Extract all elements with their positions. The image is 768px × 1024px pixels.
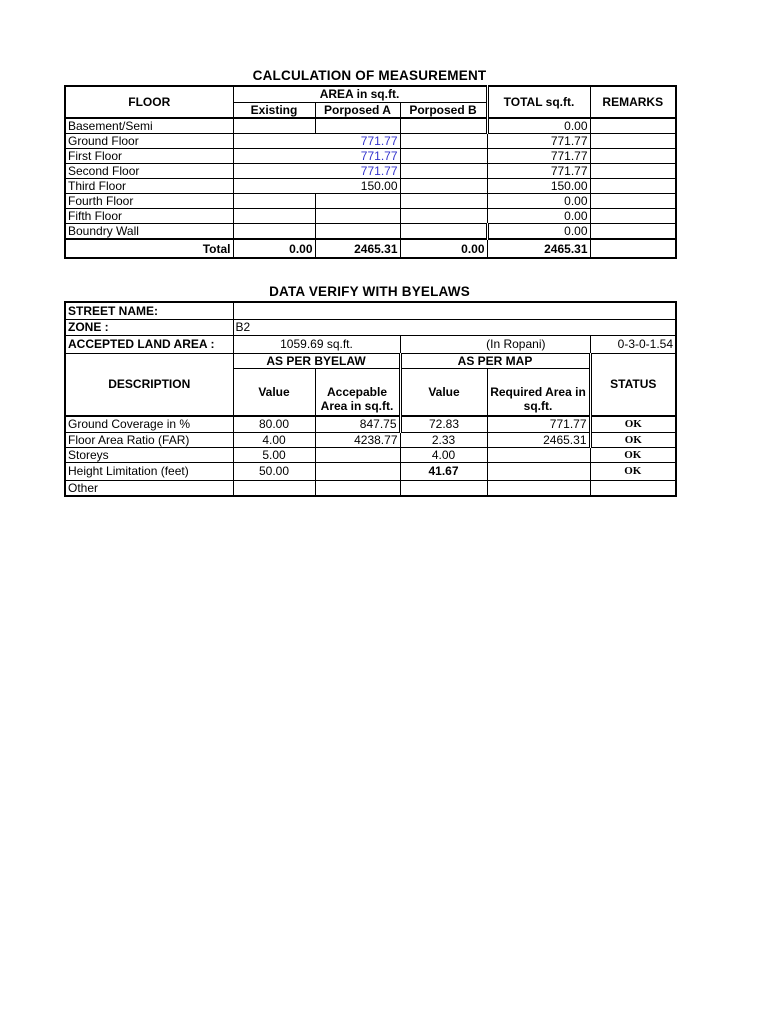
proposed-a-cell [315,194,400,209]
street-row [65,302,676,319]
total-existing: 0.00 [233,239,315,258]
proposed-b-cell [400,118,487,134]
existing-cell [233,209,315,224]
street-label: STREET NAME: [65,302,233,319]
proposed-b-cell [400,224,487,240]
header-status: STATUS [590,353,676,416]
total-cell: 0.00 [487,194,590,209]
table-row [65,209,676,224]
proposed-b-cell [400,134,487,149]
proposed-b-cell [400,209,487,224]
proposed-b-cell [400,149,487,164]
existing-cell [233,224,315,240]
required-area-cell: 771.77 [487,416,590,432]
proposed-b-cell [400,194,487,209]
verify-section [64,283,675,497]
proposed-b-cell [400,164,487,179]
total-cell: 771.77 [487,164,590,179]
existing-cell [233,118,315,134]
land-ropani-value: 0-3-0-1.54 [590,335,676,353]
zone-label: ZONE : [65,319,233,335]
header-map-value: Value [400,368,487,416]
proposed-a-cell [315,224,400,240]
table-row [65,179,676,194]
table-row [65,134,676,149]
total-cell: 771.77 [487,134,590,149]
description-cell: Height Limitation (feet) [65,462,233,480]
remarks-cell [590,224,676,240]
remarks-cell [590,209,676,224]
proposed-a-cell: 771.77 [233,149,400,164]
status-badge: OK [590,432,676,447]
existing-cell [233,194,315,209]
header-acceptable-area: Accepable Area in sq.ft. [315,368,400,416]
calculation-section [64,67,675,259]
floor-name: Third Floor [65,179,233,194]
group-header-row [65,353,676,368]
street-value [233,302,676,319]
total-cell: 150.00 [487,179,590,194]
header-remarks: REMARKS [590,86,676,118]
remarks-cell [590,179,676,194]
floor-name: Boundry Wall [65,224,233,240]
zone-row [65,319,676,335]
verify-title: DATA VERIFY WITH BYELAWS [269,284,470,299]
header-proposed-b: Porposed B [400,102,487,118]
byelaw-value-cell: 80.00 [233,416,315,432]
description-cell: Floor Area Ratio (FAR) [65,432,233,447]
description-cell: Ground Coverage in % [65,416,233,432]
floor-name: Basement/Semi [65,118,233,134]
verify-table [64,301,677,497]
total-remarks [590,239,676,258]
zone-value: B2 [233,319,676,335]
map-value-cell: 41.67 [400,462,487,480]
calculation-table [64,85,677,259]
header-as-per-byelaw: AS PER BYELAW [233,353,400,368]
total-cell: 0.00 [487,118,590,134]
map-value-cell: 72.83 [400,416,487,432]
byelaw-value-cell: 50.00 [233,462,315,480]
floor-name: First Floor [65,149,233,164]
floor-name: Second Floor [65,164,233,179]
table-row [65,149,676,164]
acceptable-area-cell: 4238.77 [315,432,400,447]
header-description: DESCRIPTION [65,353,233,416]
description-cell: Other [65,480,233,496]
header-total: TOTAL sq.ft. [487,86,590,118]
required-area-cell: 2465.31 [487,432,590,447]
header-existing: Existing [233,102,315,118]
proposed-b-cell [400,179,487,194]
land-ropani-label: (In Ropani) [400,335,590,353]
acceptable-area-cell [315,462,400,480]
remarks-cell [590,194,676,209]
table-row [65,416,676,432]
table-row [65,462,676,480]
calculation-title: CALCULATION OF MEASUREMENT [252,68,487,83]
byelaw-value-cell: 4.00 [233,432,315,447]
byelaw-value-cell [233,480,315,496]
status-badge [590,480,676,496]
remarks-cell [590,164,676,179]
table-row [65,480,676,496]
remarks-cell [590,134,676,149]
total-label: Total [65,239,233,258]
header-floor: FLOOR [65,86,233,118]
header-byelaw-value: Value [233,368,315,416]
required-area-cell [487,447,590,462]
floor-name: Fourth Floor [65,194,233,209]
total-row [65,239,676,258]
map-value-cell [400,480,487,496]
acceptable-area-cell [315,447,400,462]
proposed-a-cell [315,209,400,224]
description-cell: Storeys [65,447,233,462]
table-row [65,164,676,179]
status-badge: OK [590,462,676,480]
proposed-a-cell [315,118,400,134]
byelaw-value-cell: 5.00 [233,447,315,462]
land-area-sqft: 1059.69 sq.ft. [233,335,400,353]
total-cell: 0.00 [487,224,590,240]
table-row [65,447,676,462]
map-value-cell: 2.33 [400,432,487,447]
remarks-cell [590,149,676,164]
table-row [65,194,676,209]
header-area: AREA in sq.ft. [233,86,487,102]
floor-name: Fifth Floor [65,209,233,224]
proposed-a-cell: 150.00 [233,179,400,194]
acceptable-area-cell: 847.75 [315,416,400,432]
required-area-cell [487,480,590,496]
header-as-per-map: AS PER MAP [400,353,590,368]
acceptable-area-cell [315,480,400,496]
map-value-cell: 4.00 [400,447,487,462]
table-row [65,432,676,447]
status-badge: OK [590,416,676,432]
total-proposed-a: 2465.31 [315,239,400,258]
proposed-a-cell: 771.77 [233,164,400,179]
land-area-label: ACCEPTED LAND AREA : [65,335,233,353]
remarks-cell [590,118,676,134]
land-area-row [65,335,676,353]
proposed-a-cell: 771.77 [233,134,400,149]
table-row [65,224,676,240]
header-proposed-a: Porposed A [315,102,400,118]
required-area-cell [487,462,590,480]
header-required-area: Required Area in sq.ft. [487,368,590,416]
table-row [65,118,676,134]
floor-name: Ground Floor [65,134,233,149]
total-proposed-b: 0.00 [400,239,487,258]
total-cell: 0.00 [487,209,590,224]
status-badge: OK [590,447,676,462]
total-sqft: 2465.31 [487,239,590,258]
total-cell: 771.77 [487,149,590,164]
